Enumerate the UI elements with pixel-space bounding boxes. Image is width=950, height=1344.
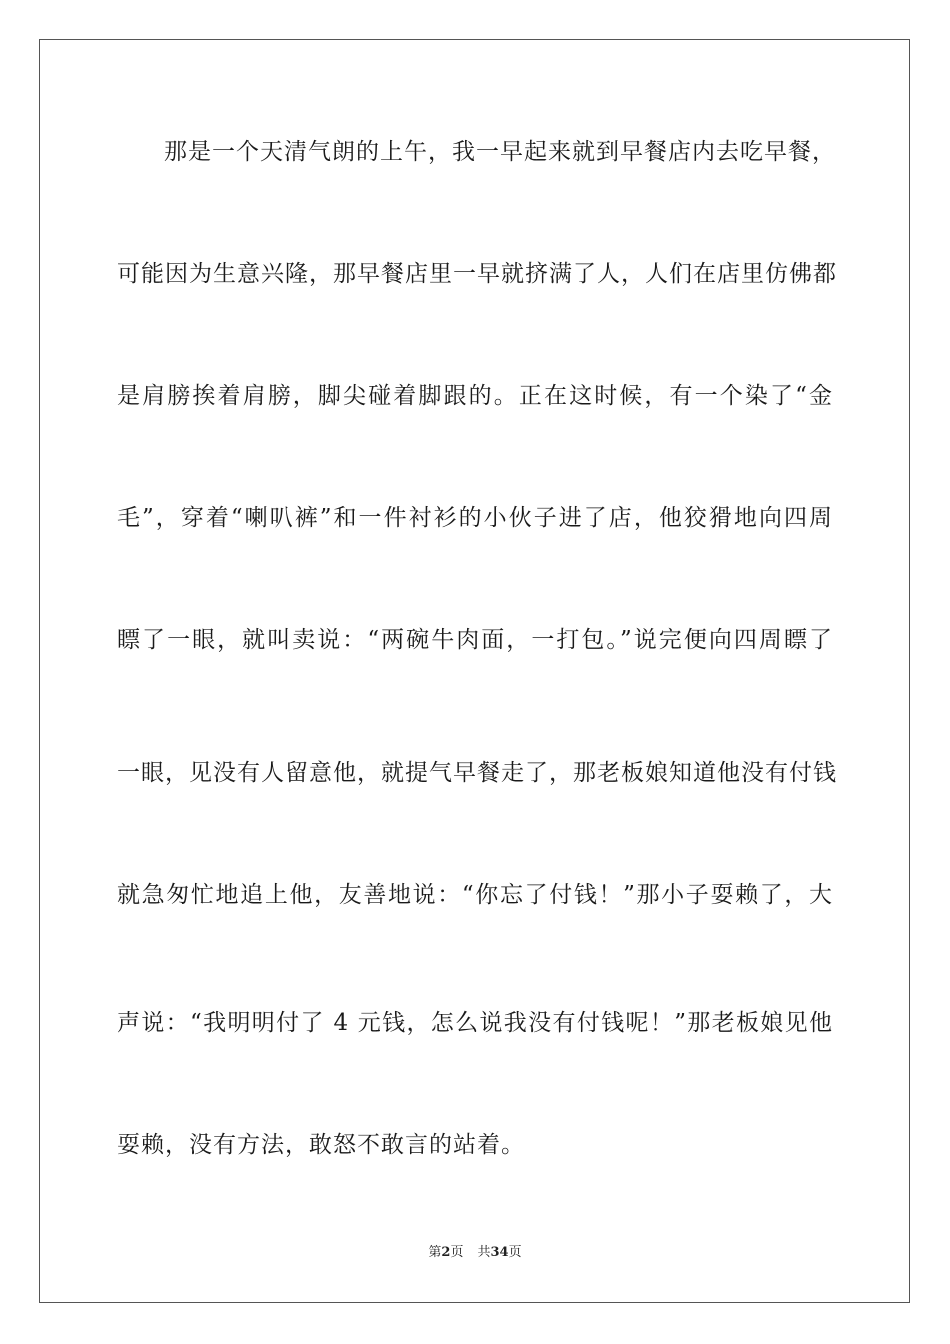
page-footer xyxy=(0,1245,950,1261)
paragraph-line: 那是一个天清气朗的上午，我一早起来就到早餐店内去吃早餐， xyxy=(164,139,836,165)
paragraph-line: 耍赖，没有方法，敢怒不敢言的站着。 xyxy=(117,1132,525,1158)
paragraph-line: 瞟了一眼，就叫卖说：“两碗牛肉面，一打包。”说完便向四周瞟了 xyxy=(117,627,833,653)
paragraph-line: 声说：“我明明付了 4 元钱，怎么说我没有付钱呢！”那老板娘见他 xyxy=(117,1010,833,1036)
paragraph-line: 是肩膀挨着肩膀，脚尖碰着脚跟的。正在这时候，有一个染了“金 xyxy=(117,383,833,409)
paragraph-line: 一眼，见没有人留意他，就提气早餐走了，那老板娘知道他没有付钱 xyxy=(117,760,837,786)
paragraph-line: 可能因为生意兴隆，那早餐店里一早就挤满了人，人们在店里仿佛都 xyxy=(117,261,837,287)
paragraph-line: 就急匆忙地追上他，友善地说：“你忘了付钱！”那小子耍赖了，大 xyxy=(117,882,833,908)
paragraph-line: 毛”，穿着“喇叭裤”和一件衬衫的小伙子进了店，他狡猾地向四周 xyxy=(117,505,833,531)
page-prefix: 第 xyxy=(428,1245,442,1260)
page-suffix: 页 xyxy=(450,1245,464,1260)
total-suffix: 页 xyxy=(508,1245,522,1260)
total-pages: 34 xyxy=(490,1245,509,1260)
page-number: 2 xyxy=(441,1245,451,1260)
page-border xyxy=(39,39,910,1303)
total-prefix: 共 xyxy=(477,1245,491,1260)
